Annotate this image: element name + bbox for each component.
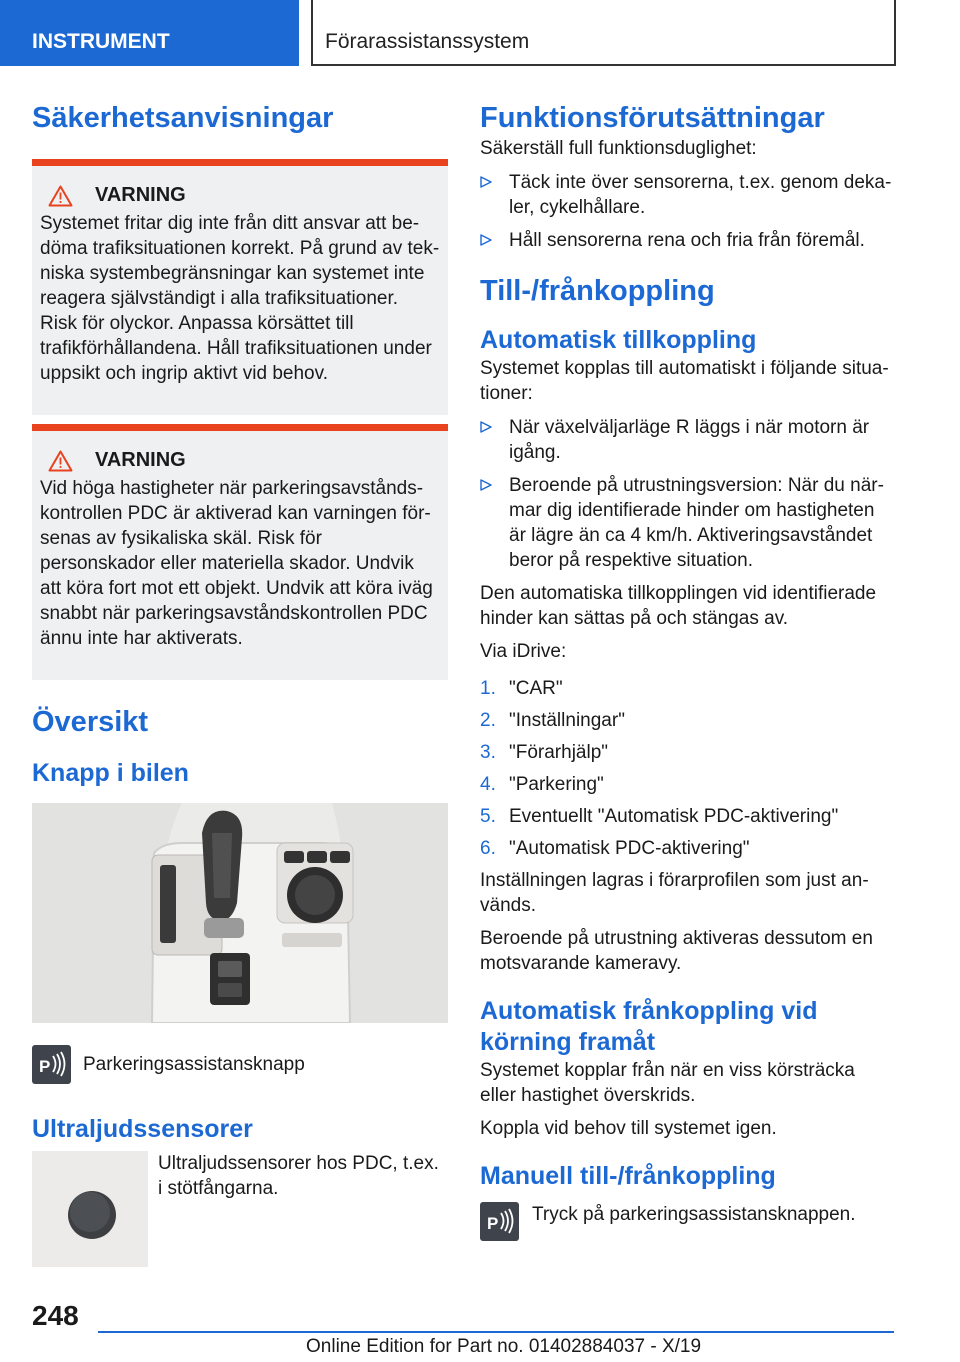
list-item: När växelväljarläge R läggs i när motorn är igång.	[480, 415, 896, 465]
ultrasonic-sensor-image	[32, 1151, 148, 1267]
auto-on-p2: Via iDrive:	[480, 641, 567, 662]
list-item: Täck inte över sensorerna, t.ex. genom dekaler, cykelhållare.	[480, 170, 896, 220]
warning-triangle-icon	[48, 185, 73, 207]
step-item: 6. "Automatisk PDC-aktivering"	[480, 838, 750, 859]
step-item: 3. "Förarhjälp"	[480, 742, 609, 763]
triangle-bullet-icon	[480, 176, 492, 188]
list-item: Håll sensorerna rena och fria från föremål.	[480, 228, 896, 253]
step-item: 1. "CAR"	[480, 678, 563, 699]
triangle-bullet-icon	[480, 421, 492, 433]
prerequisites-list	[480, 170, 896, 253]
step-item: 5. Eventuellt "Automatisk PDC-aktivering"	[480, 806, 839, 827]
auto-on-p3: Inställningen lagras i förarprofilen som just används.	[480, 870, 869, 916]
parking-assist-icon	[32, 1045, 71, 1084]
edition-text: Online Edition for Part no. 01402884037 - X/19	[306, 1336, 702, 1357]
section-tab: INSTRUMENT	[0, 0, 299, 66]
manual-text: Tryck på parkeringsassistansknappen.	[532, 1204, 856, 1225]
warning-text: Vid höga hastigheter när parkeringsavståndskontrollen PDC är aktiverad kan varningen försenas av fysikaliska skäl. Risk för personskador eller materiella skador. Undvik att köra fort mot ett objekt. Undvik att köra iväg snabbt när parkeringsavståndskontrollen PDC ännu inte har aktiverats.	[40, 478, 433, 649]
manual-row	[480, 1202, 896, 1241]
page-number: 248	[32, 1300, 79, 1331]
parking-assist-icon	[480, 1202, 519, 1241]
right-column	[480, 100, 896, 1241]
safety-title: Säkerhetsanvisningar	[32, 102, 334, 134]
warning-heading	[40, 184, 440, 207]
left-column	[32, 100, 448, 1267]
chapter-tab: Förarassistanssystem	[311, 0, 896, 66]
svg-text:P: P	[487, 1214, 499, 1233]
button-title: Knapp i bilen	[32, 759, 189, 787]
prerequisites-title: Funktionsförutsättningar	[480, 102, 825, 134]
auto-on-title: Automatisk tillkoppling	[480, 326, 757, 354]
sensors-title: Ultraljudssensorer	[32, 1115, 253, 1143]
step-item: 2. "Inställningar"	[480, 710, 625, 731]
svg-text:P: P	[39, 1057, 51, 1076]
warning-text: Systemet fritar dig inte från ditt ansvar att bedöma trafiksituationen korrekt. På grund av tekniska systembegränsningar kan systemet inte reagera självständigt i alla trafiksituationer. Risk för olyckor. Anpassa körsättet till trafikförhållandena. Håll trafiksituationen under uppsikt och ingrip aktivt vid behov.	[40, 213, 440, 384]
auto-off-p1: Systemet kopplar från när en viss körsträcka eller hastighet överskrids.	[480, 1060, 855, 1106]
auto-on-intro: Systemet kopplas till automatiskt i följande situationer:	[480, 358, 889, 404]
overview-title: Översikt	[32, 706, 149, 738]
manual-title: Manuell till-/frånkoppling	[480, 1162, 776, 1190]
auto-off-p2: Koppla vid behov till systemet igen.	[480, 1118, 777, 1139]
center-console-photo	[32, 803, 448, 1023]
triangle-bullet-icon	[480, 234, 492, 246]
sensors-row	[32, 1151, 448, 1267]
onoff-title: Till-/frånkoppling	[480, 275, 715, 307]
triangle-bullet-icon	[480, 479, 492, 491]
warning-box	[32, 159, 448, 415]
warning-triangle-icon	[48, 450, 73, 472]
auto-on-list	[480, 415, 896, 573]
prerequisites-intro: Säkerställ full funktionsduglighet:	[480, 138, 757, 159]
auto-off-title: Automatisk frånkoppling vid körning framåt	[480, 997, 818, 1056]
footer-rule	[98, 1331, 894, 1333]
warning-label: VARNING	[95, 449, 186, 471]
auto-on-p4: Beroende på utrustning aktiveras dessutom en motsvarande kameravy.	[480, 928, 873, 974]
button-caption-row	[32, 1045, 448, 1084]
idrive-steps	[480, 676, 896, 861]
button-caption: Parkeringsassistansknapp	[83, 1054, 305, 1075]
list-item: Beroende på utrustningsversion: När du närmar dig identifierade hinder om hastigheten är lägre än ca 4 km/h. Aktiveringsavståndet beror på respektive situation.	[480, 473, 896, 573]
sensors-text: Ultraljudssensorer hos PDC, t.ex. i stötfångarna.	[158, 1153, 439, 1199]
step-item: 4. "Parkering"	[480, 774, 604, 795]
warning-heading	[40, 449, 440, 472]
warning-label: VARNING	[95, 184, 186, 206]
auto-on-p1: Den automatiska tillkopplingen vid identifierade hinder kan sättas på och stängas av.	[480, 583, 877, 629]
warning-box	[32, 424, 448, 680]
